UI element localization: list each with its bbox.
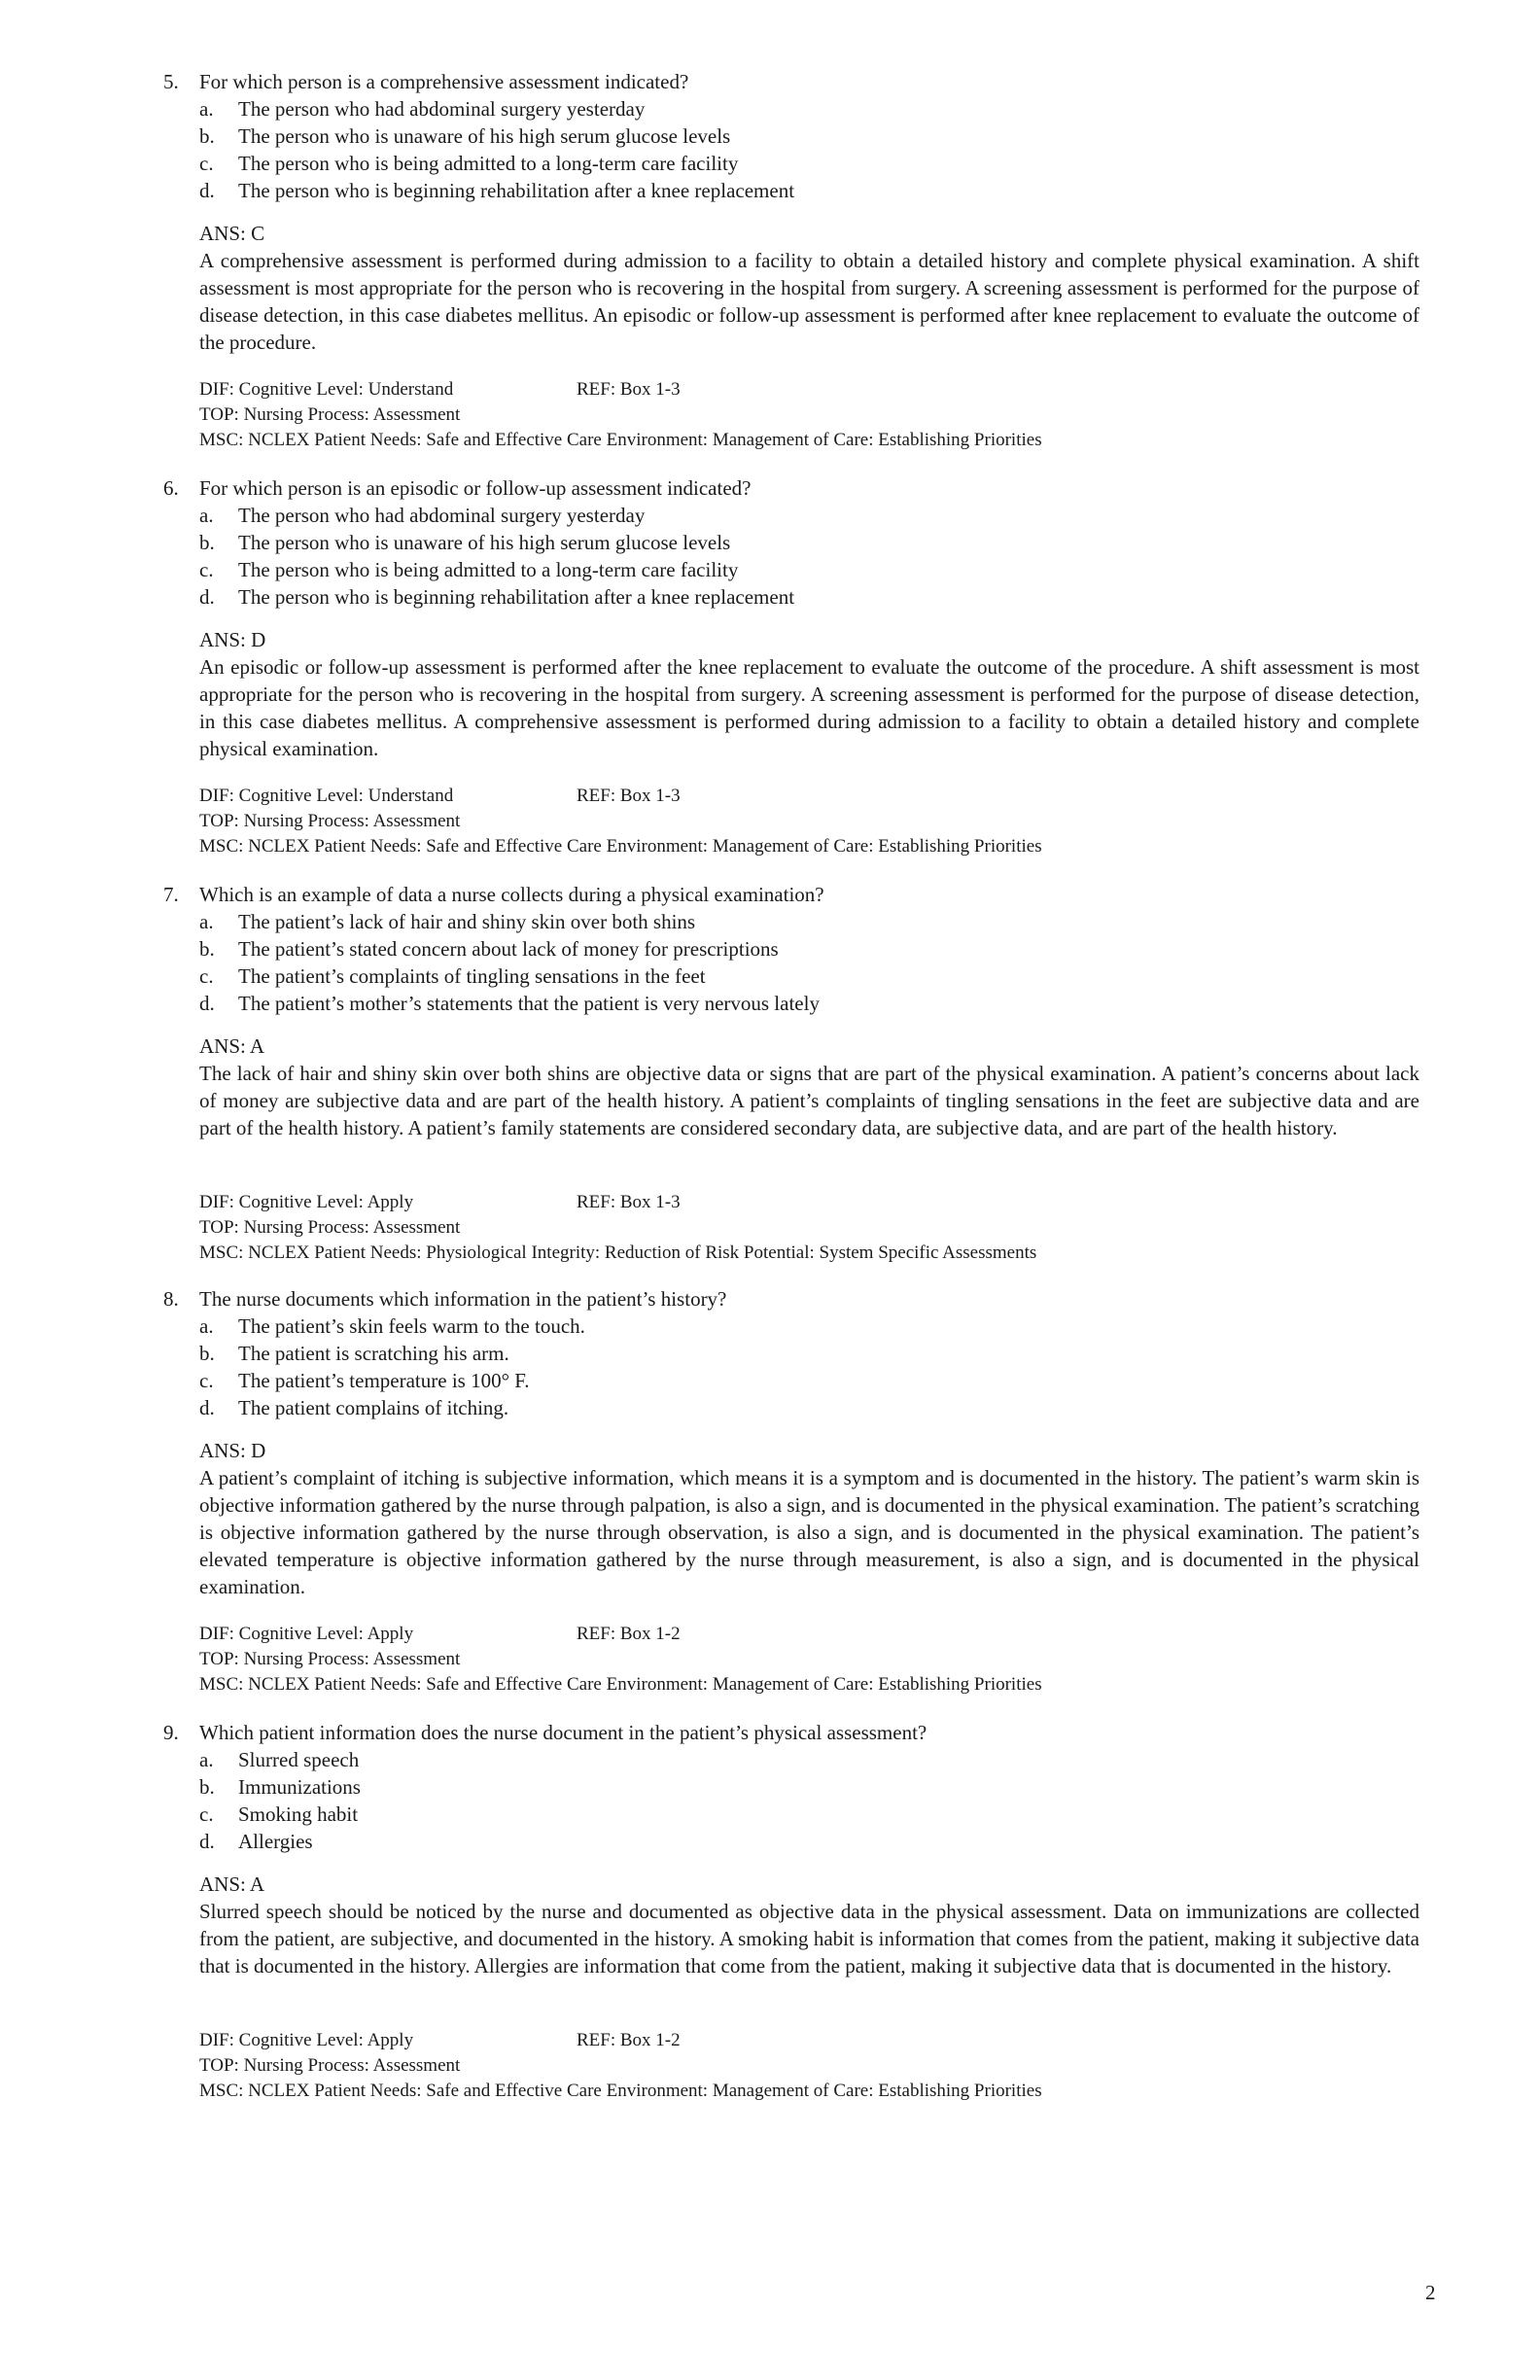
question-number: 5.	[163, 70, 179, 93]
option-letter: c.	[199, 1369, 214, 1392]
msc-label: MSC: NCLEX Patient Needs: Safe and Effective Care Environment: Management of Care: Establishing Priorities	[199, 2081, 1042, 2101]
question-metadata	[199, 1622, 1463, 1698]
option-list	[0, 95, 1458, 204]
option-text: The patient’s stated concern about lack of money for prescriptions	[238, 937, 779, 961]
option-text: The person who is unaware of his high serum glucose levels	[238, 531, 731, 554]
option-d	[0, 990, 1458, 1017]
msc-label: MSC: NCLEX Patient Needs: Safe and Effective Care Environment: Management of Care: Establishing Priorities	[199, 836, 1042, 857]
answer-key: ANS: A	[199, 1034, 265, 1058]
option-a	[0, 502, 1458, 529]
option-c	[0, 556, 1458, 583]
option-letter: a.	[199, 504, 214, 527]
option-d	[0, 1828, 1458, 1855]
question-metadata	[199, 2028, 1463, 2104]
question-metadata	[199, 1190, 1463, 1266]
topic-label: TOP: Nursing Process: Assessment	[199, 404, 461, 425]
option-d	[0, 177, 1458, 204]
option-c	[0, 150, 1458, 177]
answer-key: ANS: D	[199, 628, 266, 651]
question-text: Which is an example of data a nurse collects during a physical examination?	[199, 883, 824, 906]
option-a	[0, 1746, 1458, 1773]
option-letter: b.	[199, 937, 215, 961]
difficulty-label: DIF: Cognitive Level: Apply	[199, 1192, 414, 1212]
question-metadata	[199, 784, 1463, 859]
topic-label: TOP: Nursing Process: Assessment	[199, 2055, 461, 2076]
answer-key: ANS: C	[199, 222, 265, 245]
difficulty-label: DIF: Cognitive Level: Understand	[199, 786, 454, 806]
option-letter: c.	[199, 558, 214, 581]
option-letter: a.	[199, 910, 214, 933]
question-text: The nurse documents which information in the patient’s history?	[199, 1287, 727, 1311]
reference-label: REF: Box 1-3	[577, 786, 681, 806]
question-stem	[0, 68, 1458, 95]
option-d	[0, 583, 1458, 611]
question-text: For which person is a comprehensive assessment indicated?	[199, 70, 689, 93]
answer-key: ANS: A	[199, 1872, 265, 1896]
option-list	[0, 908, 1458, 1017]
option-b	[0, 935, 1458, 962]
reference-label: REF: Box 1-2	[577, 2030, 681, 2050]
option-text: The patient’s temperature is 100° F.	[238, 1369, 530, 1392]
question-stem	[0, 881, 1458, 908]
option-b	[0, 122, 1458, 150]
page-number: 2	[1425, 2281, 1436, 2304]
rationale-text: The lack of hair and shiny skin over both shins are objective data or signs that are part of the physical examination. A patient’s concerns about lack of money are subjective data and are part of the health history. A patient’s complaints of tingling sensations in the feet are subjective data and are part of the health history. A patient’s family statements are considered secondary data, are subjective data, and are part of the health history.	[199, 1062, 1419, 1139]
difficulty-label: DIF: Cognitive Level: Apply	[199, 2030, 414, 2050]
option-c	[0, 1801, 1458, 1828]
option-letter: a.	[199, 97, 214, 121]
msc-label: MSC: NCLEX Patient Needs: Safe and Effective Care Environment: Management of Care: Establishing Priorities	[199, 1674, 1042, 1695]
option-text: The person who is being admitted to a long-term care facility	[238, 152, 739, 175]
option-letter: d.	[199, 1830, 215, 1853]
option-text: The patient complains of itching.	[238, 1396, 509, 1419]
option-letter: d.	[199, 179, 215, 202]
option-letter: c.	[199, 964, 214, 988]
option-b	[0, 1773, 1458, 1801]
option-c	[0, 1367, 1458, 1394]
option-text: The person who had abdominal surgery yesterday	[238, 97, 646, 121]
question-metadata	[199, 377, 1463, 453]
question-number: 9.	[163, 1721, 179, 1744]
option-list	[0, 1746, 1458, 1855]
option-c	[0, 962, 1458, 990]
option-text: The patient is scratching his arm.	[238, 1342, 509, 1365]
rationale-text: A comprehensive assessment is performed during admission to a facility to obtain a detailed history and complete physical examination. A shift assessment is most appropriate for the person who is recovering in the hospital from surgery. A screening assessment is performed for the purpose of disease detection, in this case diabetes mellitus. An episodic or follow-up assessment is performed after knee replacement to evaluate the outcome of the procedure.	[199, 249, 1419, 354]
option-a	[0, 1312, 1458, 1340]
option-letter: b.	[199, 531, 215, 554]
option-letter: a.	[199, 1748, 214, 1771]
option-d	[0, 1394, 1458, 1421]
option-letter: b.	[199, 1775, 215, 1799]
difficulty-label: DIF: Cognitive Level: Understand	[199, 379, 454, 400]
option-letter: d.	[199, 1396, 215, 1419]
question-text: Which patient information does the nurse document in the patient’s physical assessment?	[199, 1721, 928, 1744]
topic-label: TOP: Nursing Process: Assessment	[199, 811, 461, 831]
question-text: For which person is an episodic or follow-up assessment indicated?	[199, 476, 752, 500]
option-text: The person who is being admitted to a long-term care facility	[238, 558, 739, 581]
question-number: 8.	[163, 1287, 179, 1311]
option-letter: c.	[199, 1802, 214, 1826]
option-b	[0, 1340, 1458, 1367]
option-text: The person who is beginning rehabilitation after a knee replacement	[238, 585, 795, 609]
reference-label: REF: Box 1-3	[577, 1192, 681, 1212]
option-text: The person who is beginning rehabilitation after a knee replacement	[238, 179, 795, 202]
option-letter: d.	[199, 992, 215, 1015]
msc-label: MSC: NCLEX Patient Needs: Physiological Integrity: Reduction of Risk Potential: System Specific Assessments	[199, 1242, 1037, 1263]
option-letter: a.	[199, 1314, 214, 1338]
msc-label: MSC: NCLEX Patient Needs: Safe and Effective Care Environment: Management of Care: Establishing Priorities	[199, 430, 1042, 450]
topic-label: TOP: Nursing Process: Assessment	[199, 1649, 461, 1669]
reference-label: REF: Box 1-2	[577, 1624, 681, 1644]
option-letter: b.	[199, 1342, 215, 1365]
option-a	[0, 908, 1458, 935]
question-stem	[0, 474, 1458, 502]
option-letter: b.	[199, 124, 215, 148]
option-list	[0, 502, 1458, 611]
option-text: Immunizations	[238, 1775, 361, 1799]
reference-label: REF: Box 1-3	[577, 379, 681, 400]
option-text: The patient’s complaints of tingling sensations in the feet	[238, 964, 706, 988]
topic-label: TOP: Nursing Process: Assessment	[199, 1217, 461, 1238]
option-letter: c.	[199, 152, 214, 175]
option-text: Allergies	[238, 1830, 313, 1853]
question-stem	[0, 1285, 1458, 1312]
rationale-text: Slurred speech should be noticed by the nurse and documented as objective data in the physical assessment. Data on immunizations are collected from the patient, are subjective, and documented in the history. A smoking habit is information that comes from the patient, making it subjective data that is documented in the history. Allergies are information that come from the patient, making it subjective data that is documented in the history.	[199, 1900, 1419, 1978]
option-letter: d.	[199, 585, 215, 609]
option-b	[0, 529, 1458, 556]
option-text: The person who had abdominal surgery yesterday	[238, 504, 646, 527]
question-number: 6.	[163, 476, 179, 500]
option-text: The person who is unaware of his high serum glucose levels	[238, 124, 731, 148]
option-text: The patient’s skin feels warm to the touch.	[238, 1314, 585, 1338]
option-list	[0, 1312, 1458, 1421]
difficulty-label: DIF: Cognitive Level: Apply	[199, 1624, 414, 1644]
option-text: The patient’s mother’s statements that the patient is very nervous lately	[238, 992, 820, 1015]
question-stem	[0, 1719, 1458, 1746]
rationale-text: A patient’s complaint of itching is subjective information, which means it is a symptom and is documented in the history. The patient’s warm skin is objective information gathered by the nurse through palpation, is also a sign, and is documented in the physical examination. The patient’s scratching is objective information gathered by the nurse through observation, is also a sign, and is documented in the physical examination. The patient’s elevated temperature is objective information gathered by the nurse through measurement, is also a sign, and is documented in the physical examination.	[199, 1466, 1419, 1598]
answer-key: ANS: D	[199, 1439, 266, 1462]
option-text: Slurred speech	[238, 1748, 360, 1771]
option-text: Smoking habit	[238, 1802, 359, 1826]
option-text: The patient’s lack of hair and shiny skin over both shins	[238, 910, 696, 933]
question-number: 7.	[163, 883, 179, 906]
rationale-text: An episodic or follow-up assessment is performed after the knee replacement to evaluate the outcome of the procedure. A shift assessment is most appropriate for the person who is recovering in the hospital from surgery. A screening assessment is performed for the purpose of disease detection, in this case diabetes mellitus. A comprehensive assessment is performed during admission to a facility to obtain a detailed history and complete physical examination.	[199, 655, 1419, 760]
option-a	[0, 95, 1458, 122]
